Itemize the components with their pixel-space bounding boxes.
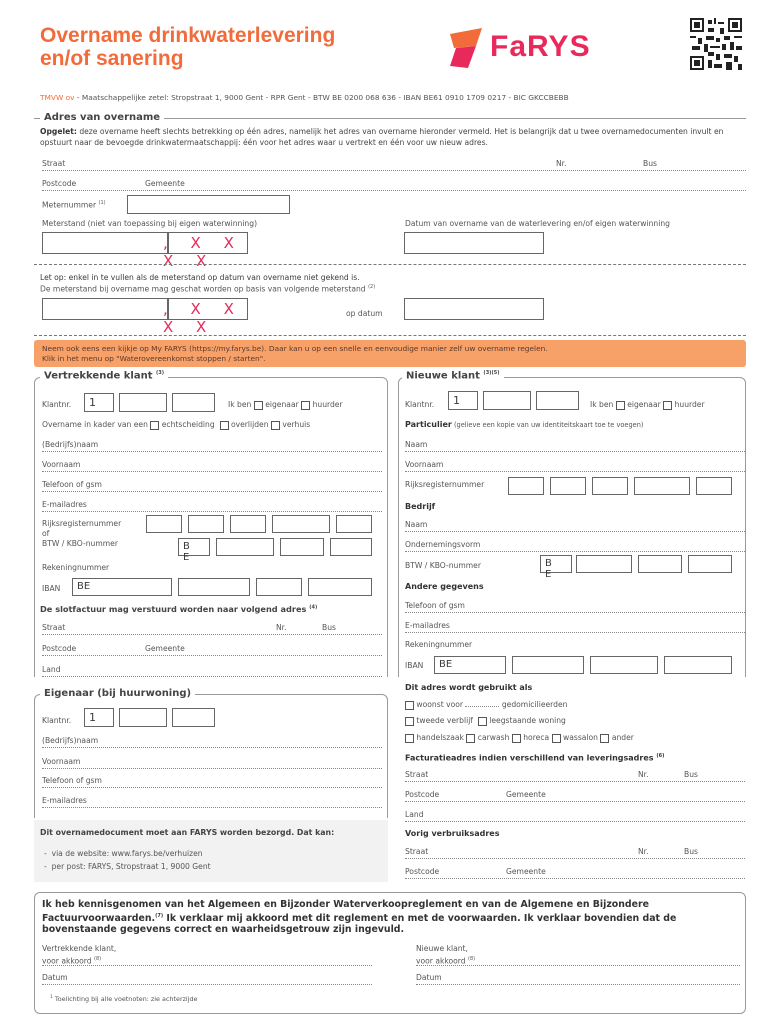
- woonst-checkbox[interactable]: [405, 701, 414, 710]
- eig-voornaam-line[interactable]: [42, 768, 382, 769]
- right-klantnr-1: 1: [448, 391, 478, 410]
- fact-land-label: Land: [405, 810, 424, 819]
- left-eigenaar-checkbox[interactable]: [254, 401, 263, 410]
- sig-left-line[interactable]: [42, 965, 372, 966]
- eig-klantnr-label: Klantnr.: [42, 716, 72, 725]
- fact-bus-label: Bus: [684, 770, 698, 779]
- slot-gemeente-label: Gemeente: [145, 644, 185, 653]
- right-voornaam-label: Voornaam: [405, 460, 444, 469]
- tweede-verblijf-checkbox[interactable]: [405, 717, 414, 726]
- gebruik-row1: woonst voor gedomicilieerden: [405, 700, 567, 710]
- qr-code-icon: [690, 18, 742, 70]
- nr-label: Nr.: [556, 159, 567, 168]
- meterstand-label: Meterstand (niet van toepassing bij eigen waterwinning): [42, 219, 258, 228]
- datum-overname-input[interactable]: [404, 232, 544, 254]
- right-rekening-label: Rekeningnummer: [405, 640, 473, 649]
- facturatie-heading: Facturatieadres indien verschillend van leveringsadres $^{(6)}$: [405, 753, 665, 763]
- bedrijf-heading: Bedrijf: [405, 502, 436, 511]
- bezorg-via2: - per post: FARYS, Stropstraat 1, 9000 Gent: [44, 862, 211, 871]
- gebruik-row2: tweede verblijf leegstaande woning: [405, 716, 566, 726]
- vorig-postcode-label: Postcode: [405, 867, 440, 876]
- right-telefoon-line[interactable]: [405, 612, 745, 613]
- right-rijks-2[interactable]: [550, 477, 586, 495]
- horeca-checkbox[interactable]: [512, 734, 521, 743]
- right-klantnr-label: Klantnr.: [405, 400, 435, 409]
- vorig-bus-label: Bus: [684, 847, 698, 856]
- handelszaak-checkbox[interactable]: [405, 734, 414, 743]
- left-rijks-2[interactable]: [188, 515, 224, 533]
- sig-left-label: Vertrekkende klant, voor akkoord $^{(8)}$: [42, 944, 117, 966]
- myfarys-banner: Neem ook eens een kijkje op My FARYS (https://my.farys.be). Daar kan u op een snelle en eenvoudige manier zelf uw overname regelen. Klik in het menu op "Waterovereenkomst stoppen / starten".: [34, 340, 746, 367]
- left-ikben: Ik ben eigenaar huurder: [228, 400, 343, 409]
- right-iban-4[interactable]: [664, 656, 732, 674]
- op-datum-input[interactable]: [404, 298, 544, 320]
- datum-left-label: Datum: [42, 973, 68, 982]
- vorig-gemeente-label: Gemeente: [506, 867, 546, 876]
- left-btw-2[interactable]: [280, 538, 324, 556]
- slot-heading: De slotfactuur mag verstuurd worden naar volgend adres $^{(4)}$: [40, 604, 318, 614]
- slot-straat-line[interactable]: [42, 634, 382, 635]
- bezorg-via1: - via de website: www.farys.be/verhuizen: [44, 849, 203, 858]
- fact-land-line[interactable]: [405, 821, 745, 822]
- right-iban-3[interactable]: [590, 656, 658, 674]
- right-iban-label: IBAN: [405, 661, 424, 670]
- right-rijks-4[interactable]: [634, 477, 690, 495]
- left-iban-4[interactable]: [308, 578, 372, 596]
- right-rijks-label: Rijksregisternummer: [405, 480, 485, 489]
- wassalon-checkbox[interactable]: [552, 734, 561, 743]
- left-rijks-1[interactable]: [146, 515, 182, 533]
- address-note: Opgelet: deze overname heeft slechts betrekking op één adres, namelijk het adres van overname hieronder vermeld. Het is belangrijk dat u twee overnamedocumenten invult en opstuurt naar de bevoegde drinkwatermaatschappij: één voor het adres waar u vertrekt en één voor uw nieuw adres.: [40, 127, 724, 147]
- vorm-line[interactable]: [405, 551, 745, 552]
- left-telefoon-line[interactable]: [42, 491, 382, 492]
- left-klantnr-2[interactable]: [119, 393, 167, 412]
- eigenaar-heading: Eigenaar (bij huurwoning): [40, 688, 195, 699]
- letop-text: De meterstand bij overname mag geschat worden op basis van volgende meterstand $^{(2)}$: [40, 284, 376, 294]
- sig-right-line[interactable]: [416, 965, 740, 966]
- right-rijks-1[interactable]: [508, 477, 544, 495]
- particulier: Particulier (gelieve een kopie van uw identiteitskaart toe te voegen): [405, 420, 644, 429]
- fact-straat-line[interactable]: [405, 781, 745, 782]
- letop-bold: Let op: enkel in te vullen als de meterstand op datum van overname niet gekend is.: [40, 273, 360, 282]
- eig-bedrijfsnaam-label: (Bedrijfs)naam: [42, 736, 99, 745]
- right-btw-be: B E: [540, 555, 572, 573]
- left-bedrijfsnaam-line[interactable]: [42, 451, 382, 452]
- leegstaand-checkbox[interactable]: [478, 717, 487, 726]
- left-iban-1: BE: [72, 578, 172, 596]
- gebruik-heading: Dit adres wordt gebruikt als: [405, 683, 533, 692]
- right-btw-label: BTW / KBO-nummer: [405, 561, 481, 570]
- right-rijks-3[interactable]: [592, 477, 628, 495]
- postcode-label: Postcode: [42, 179, 77, 188]
- right-iban-2[interactable]: [512, 656, 584, 674]
- vorig-nr-label: Nr.: [638, 847, 649, 856]
- eig-telefoon-line[interactable]: [42, 787, 382, 788]
- vorig-heading: Vorig verbruiksadres: [405, 829, 500, 838]
- sig-right-label: Nieuwe klant, voor akkoord $^{(8)}$: [416, 944, 476, 966]
- geschat-meterstand-input[interactable]: [42, 298, 168, 320]
- footnote: $^1$ Toelichting bij alle voetnoten: zie achterzijde: [50, 995, 198, 1004]
- ander-checkbox[interactable]: [600, 734, 609, 743]
- left-email-label: E-mailadres: [42, 500, 87, 509]
- right-huurder-checkbox[interactable]: [663, 401, 672, 410]
- datum-right-line[interactable]: [416, 984, 740, 985]
- left-rijks-3[interactable]: [230, 515, 266, 533]
- right-rijks-5[interactable]: [696, 477, 732, 495]
- slot-land-line[interactable]: [42, 676, 382, 677]
- overname-kader: Overname in kader van een echtscheiding overlijden verhuis: [42, 420, 311, 429]
- fact-postcode-label: Postcode: [405, 790, 440, 799]
- gebruik-row3: handelszaak carwash horeca wassalon ander: [405, 733, 634, 743]
- fact-gemeente-label: Gemeente: [506, 790, 546, 799]
- logo-wordmark: FaRYS: [490, 30, 591, 63]
- left-iban-label: IBAN: [42, 584, 61, 593]
- left-klantnr-label: Klantnr.: [42, 400, 72, 409]
- slot-postcode-line[interactable]: [42, 655, 382, 656]
- fact-straat-label: Straat: [405, 770, 429, 779]
- left-iban-2[interactable]: [178, 578, 250, 596]
- right-iban-1: BE: [434, 656, 506, 674]
- eig-klantnr-1: 1: [84, 708, 114, 727]
- left-rijks-5[interactable]: [336, 515, 372, 533]
- fact-postcode-line[interactable]: [405, 801, 745, 802]
- vorig-straat-label: Straat: [405, 847, 429, 856]
- eig-email-line[interactable]: [42, 807, 382, 808]
- op-datum-label: op datum: [346, 309, 383, 318]
- address-heading: Adres van overname: [40, 112, 164, 123]
- left-btw-1[interactable]: [216, 538, 274, 556]
- left-btw-3[interactable]: [330, 538, 372, 556]
- vorm-label: Ondernemingsvorm: [405, 540, 481, 549]
- slot-bus-label: Bus: [322, 623, 336, 632]
- andere-heading: Andere gegevens: [405, 582, 484, 591]
- overlijden-checkbox[interactable]: [220, 421, 229, 430]
- right-btw-2[interactable]: [638, 555, 682, 573]
- meternummer-input[interactable]: [127, 195, 290, 214]
- bus-label: Bus: [643, 159, 657, 168]
- bedrijf-naam-label: Naam: [405, 520, 428, 529]
- vertrekkende-heading: Vertrekkende klant $^{(3)}$: [40, 370, 168, 381]
- right-naam-label: Naam: [405, 440, 428, 449]
- left-btw-be: B E: [178, 538, 210, 556]
- right-voornaam-line[interactable]: [405, 471, 745, 472]
- woonst-aantal-line[interactable]: [465, 706, 499, 707]
- echtscheiding-checkbox[interactable]: [150, 421, 159, 430]
- left-voornaam-line[interactable]: [42, 471, 382, 472]
- vorig-postcode-line[interactable]: [405, 878, 745, 879]
- right-btw-3[interactable]: [688, 555, 732, 573]
- eig-email-label: E-mailadres: [42, 796, 87, 805]
- farys-logo-mark-icon: [446, 26, 490, 70]
- eig-bedrijfsnaam-line[interactable]: [42, 747, 382, 748]
- verhuis-checkbox[interactable]: [271, 421, 280, 430]
- left-bedrijfsnaam-label: (Bedrijfs)naam: [42, 440, 99, 449]
- slot-straat-label: Straat: [42, 623, 66, 632]
- left-telefoon-label: Telefoon of gsm: [42, 480, 102, 489]
- eig-voornaam-label: Voornaam: [42, 757, 81, 766]
- right-btw-1[interactable]: [576, 555, 632, 573]
- left-iban-3[interactable]: [256, 578, 302, 596]
- gemeente-label: Gemeente: [145, 179, 185, 188]
- declaration-text: Ik heb kennisgenomen van het Algemeen en Bijzonder Waterverkoopreglement en van de Algemene en Bijzondere Factuurvoorwaarden.$^{(7)}$ Ik verklaar mij akkoord met dit reglement en met de voorwaarden. Ik verklaar bovendien dat de bovenstaande gegevens correct en waarheidsgetrouw zijn ingevuld.: [42, 899, 677, 936]
- nieuwe-heading: Nieuwe klant $^{(3)(5)}$: [402, 370, 504, 381]
- vorig-straat-line[interactable]: [405, 858, 745, 859]
- right-eigenaar-checkbox[interactable]: [616, 401, 625, 410]
- right-klantnr-3[interactable]: [536, 391, 579, 410]
- right-klantnr-2[interactable]: [483, 391, 531, 410]
- left-klantnr-1: 1: [84, 393, 114, 412]
- meterstand-decimals: , X X X X: [168, 232, 248, 254]
- bezorg-title: Dit overnamedocument moet aan FARYS worden bezorgd. Dat kan:: [40, 828, 335, 837]
- slot-nr-label: Nr.: [276, 623, 287, 632]
- carwash-checkbox[interactable]: [466, 734, 475, 743]
- slot-postcode-label: Postcode: [42, 644, 77, 653]
- postcode-line[interactable]: [42, 190, 746, 191]
- meterstand-input[interactable]: [42, 232, 168, 254]
- fact-nr-label: Nr.: [638, 770, 649, 779]
- right-ikben: Ik ben eigenaar huurder: [590, 400, 705, 409]
- qr-code: [690, 18, 742, 70]
- left-klantnr-3[interactable]: [172, 393, 215, 412]
- left-rijks-label: Rijksregisternummer of BTW / KBO-nummer: [42, 519, 122, 548]
- bedrijf-naam-line[interactable]: [405, 531, 745, 532]
- eig-klantnr-3[interactable]: [172, 708, 215, 727]
- farys-logo: [446, 26, 606, 70]
- straat-label: Straat: [42, 159, 66, 168]
- form-title: Overname drinkwaterlevering en/of sanering: [40, 24, 336, 70]
- datum-overname-label: Datum van overname van de waterlevering en/of eigen waterwinning: [405, 219, 670, 228]
- left-email-line[interactable]: [42, 511, 382, 512]
- datum-left-line[interactable]: [42, 984, 372, 985]
- right-email-line[interactable]: [405, 632, 745, 633]
- right-telefoon-label: Telefoon of gsm: [405, 601, 465, 610]
- slot-land-label: Land: [42, 665, 61, 674]
- datum-right-label: Datum: [416, 973, 442, 982]
- left-voornaam-label: Voornaam: [42, 460, 81, 469]
- right-email-label: E-mailadres: [405, 621, 450, 630]
- meternummer-label: Meternummer $^{(1)}$: [42, 200, 106, 210]
- eig-telefoon-label: Telefoon of gsm: [42, 776, 102, 785]
- left-rijks-4[interactable]: [272, 515, 330, 533]
- geschat-decimals: , X X X X: [168, 298, 248, 320]
- right-naam-line[interactable]: [405, 451, 745, 452]
- left-rekening-label: Rekeningnummer: [42, 563, 110, 572]
- left-huurder-checkbox[interactable]: [301, 401, 310, 410]
- company-info: TMVW ov - Maatschappelijke zetel: Stropstraat 1, 9000 Gent - RPR Gent - BTW BE 0200 068 636 - IBAN BE61 0910 1709 0217 - BIC GKCCBEBB: [40, 93, 569, 102]
- eig-klantnr-2[interactable]: [119, 708, 167, 727]
- straat-line[interactable]: [42, 170, 746, 171]
